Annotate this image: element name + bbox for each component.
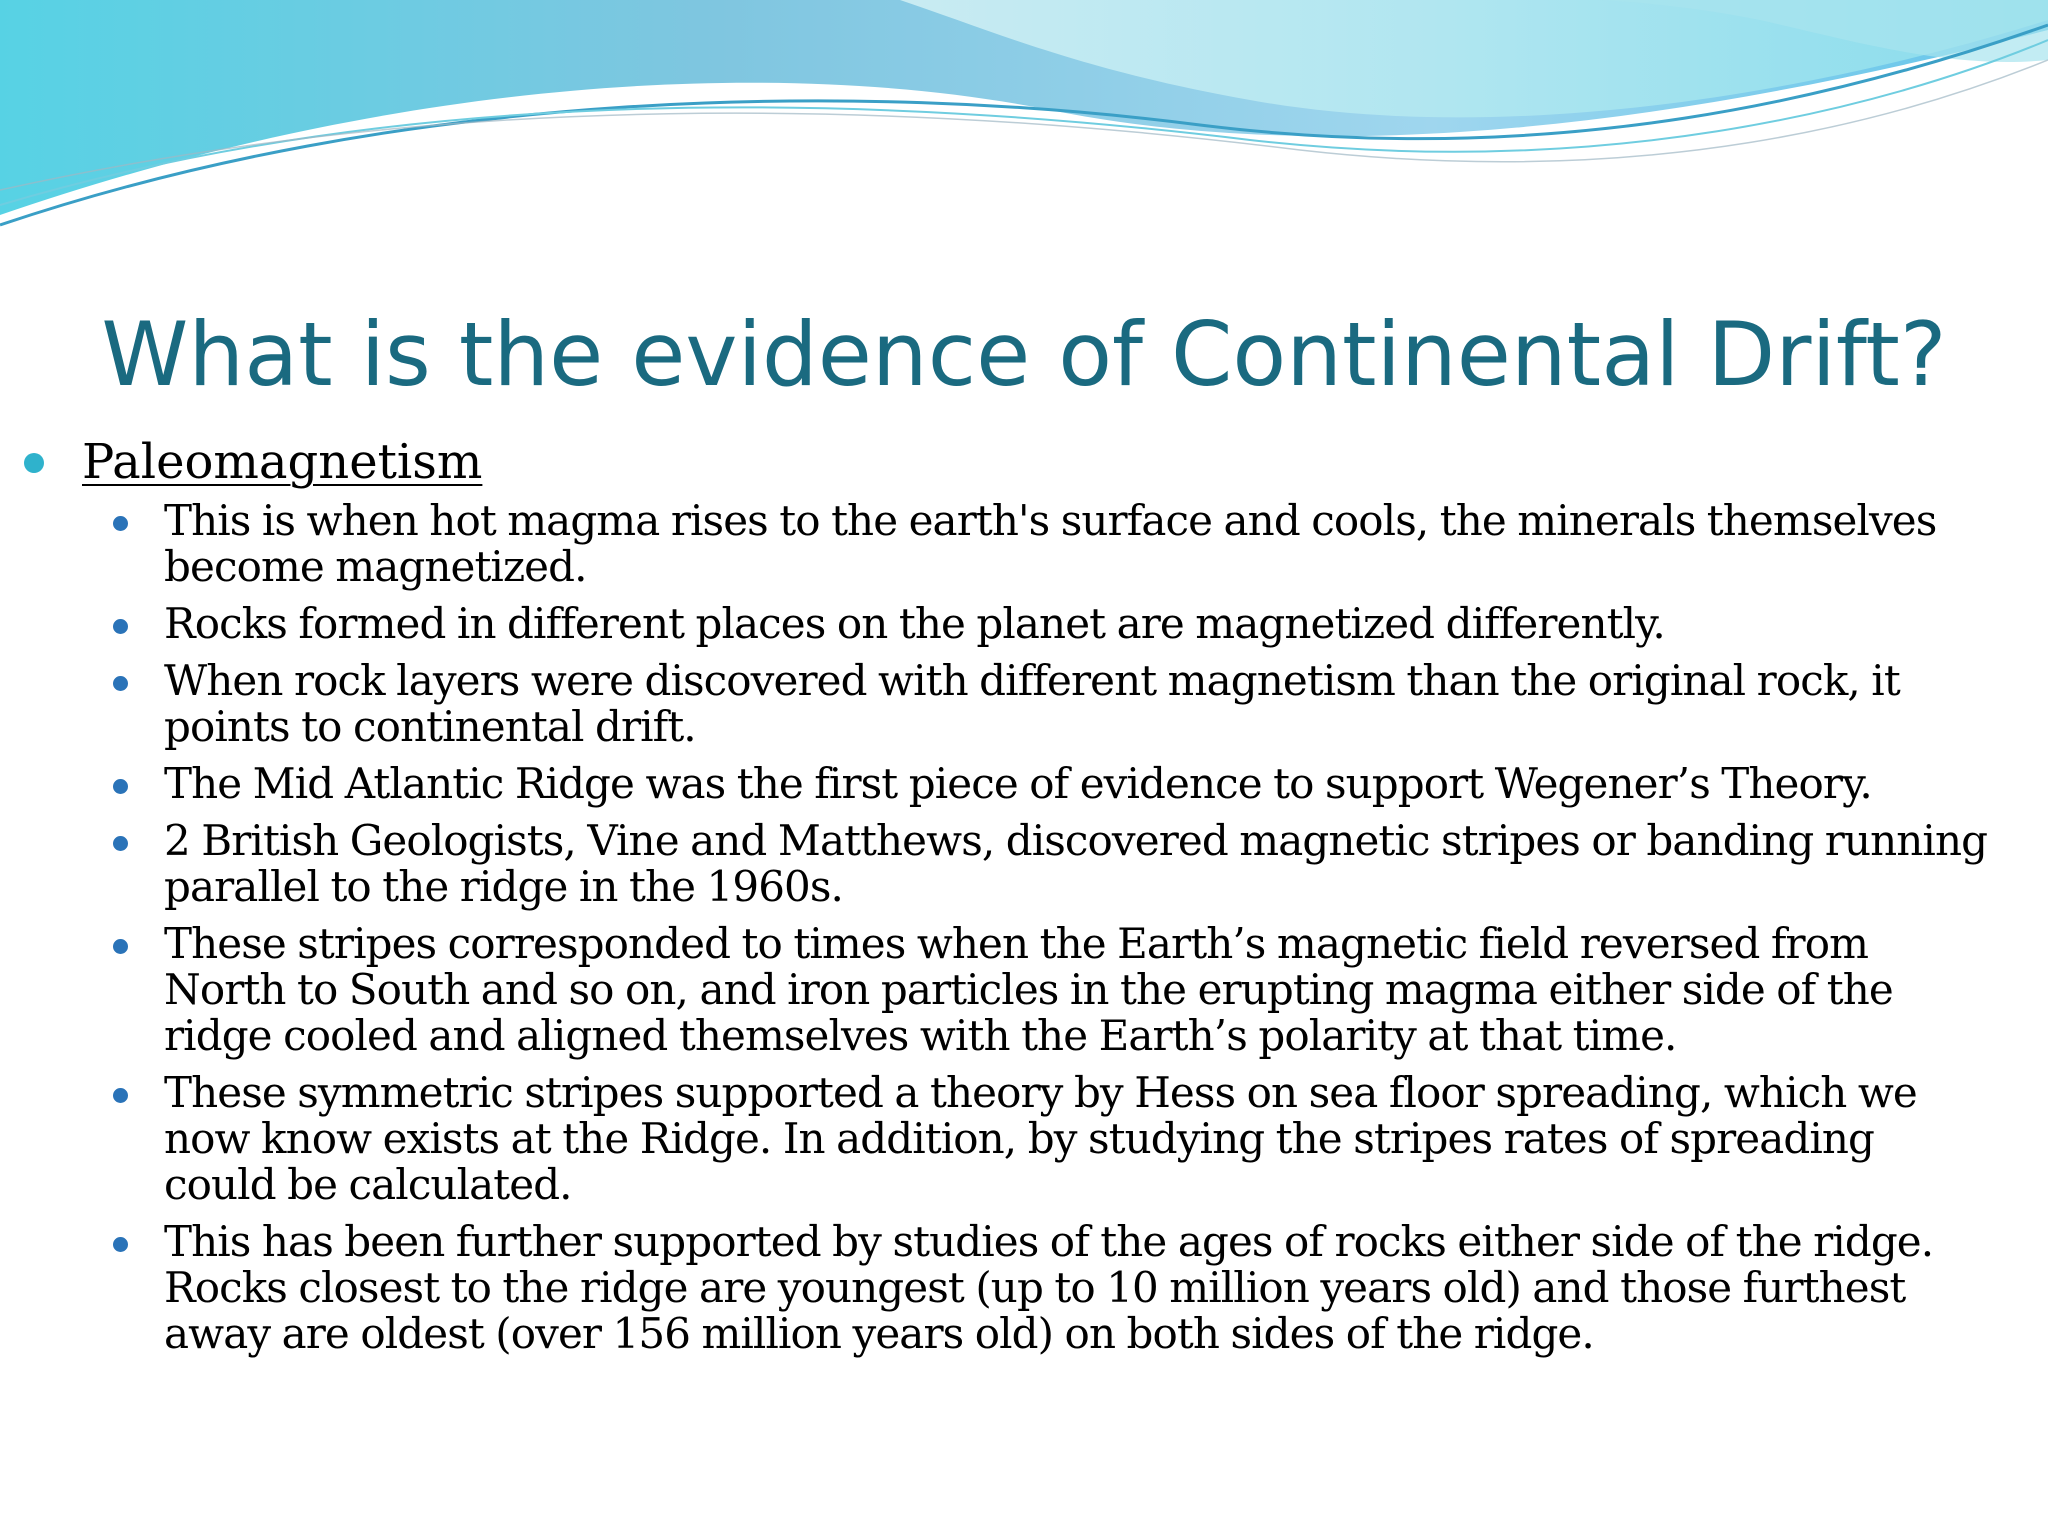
sub-bullet-text: 2 British Geologists, Vine and Matthews, discovered magnetic stripes or banding running parallel to the ridge in the 1960s.: [164, 816, 1988, 911]
sub-bullet-text: These symmetric stripes supported a theory by Hess on sea floor spreading, which we now know exists at the Ridge. In addition, by studying the stripes rates of spreading could be calculated.: [164, 1068, 1917, 1209]
sub-bullet-text: When rock layers were discovered with different magnetism than the original rock, it points to continental drift.: [164, 656, 1900, 751]
topic-heading: Paleomagnetism: [82, 434, 483, 490]
bullet-dot-icon: [113, 779, 128, 794]
sub-bullet-3: [164, 658, 1988, 750]
sub-bullet-text: These stripes corresponded to times when the Earth’s magnetic field reversed from North to South and so on, and iron particles in the erupting magma either side of the ridge cooled and aligned themselves with the Earth’s polarity at that time.: [164, 919, 1893, 1060]
bullet-dot-icon: [113, 1088, 128, 1103]
sub-bullet-text: This is when hot magma rises to the earth's surface and cools, the minerals themselves become magnetized.: [164, 496, 1937, 591]
bullet-topic: [0, 432, 2048, 492]
bullet-dot-icon: [113, 836, 128, 851]
sub-bullet-2: [164, 601, 1988, 647]
sub-bullet-5: [164, 818, 1988, 910]
bullet-dot-icon: [24, 453, 44, 473]
sub-bullet-4: [164, 761, 1988, 807]
sub-bullet-text: The Mid Atlantic Ridge was the first piece of evidence to support Wegener’s Theory.: [164, 759, 1872, 808]
sub-bullet-6: [164, 921, 1988, 1059]
bullet-dot-icon: [113, 676, 128, 691]
slide-content: [0, 432, 2048, 1368]
header-wave-decoration: [0, 0, 2048, 240]
sub-bullet-8: [164, 1219, 1988, 1357]
slide-title: What is the evidence of Continental Drift?: [101, 303, 1947, 406]
sub-bullet-7: [164, 1070, 1988, 1208]
bullet-dot-icon: [113, 516, 128, 531]
bullet-dot-icon: [113, 619, 128, 634]
sub-bullet-1: [164, 498, 1988, 590]
bullet-dot-icon: [113, 1237, 128, 1252]
sub-bullet-text: This has been further supported by studies of the ages of rocks either side of the ridge. Rocks closest to the ridge are youngest (up to 10 million years old) and those furthest away are oldest (over 156 million years old) on both sides of the ridge.: [164, 1217, 1934, 1358]
bullet-dot-icon: [113, 939, 128, 954]
sub-bullet-text: Rocks formed in different places on the planet are magnetized differently.: [164, 599, 1665, 648]
